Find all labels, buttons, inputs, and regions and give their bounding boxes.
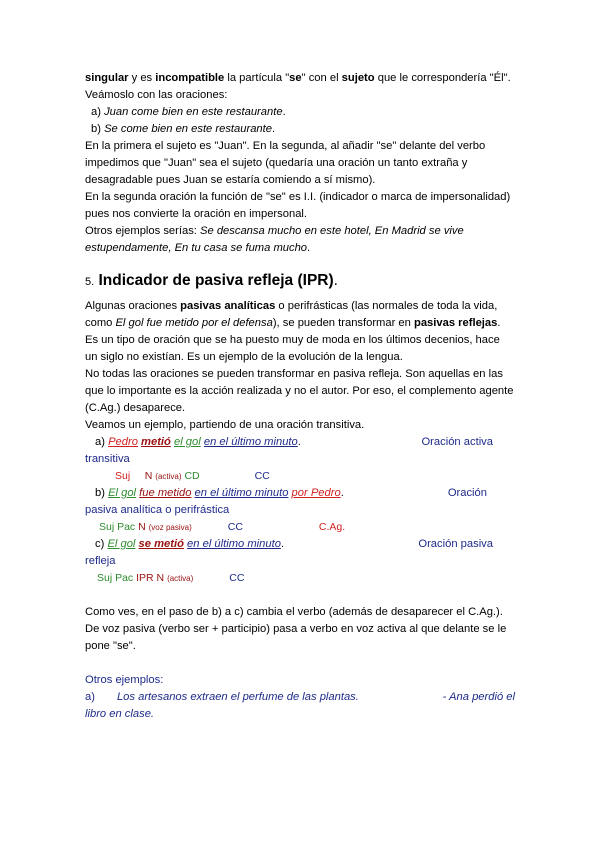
object-word: el gol	[173, 436, 201, 448]
text: . Es un tipo de oración que se ha puesto muy de moda en los últimos decenios, hace un siglo no existían. Es un ejemplo de la evolución de la lengua.	[85, 317, 501, 363]
bold-text: pasivas analíticas	[180, 300, 276, 312]
bold-text: incompatible	[155, 72, 225, 84]
subject-word: Pedro	[108, 436, 138, 448]
tags-b	[85, 519, 515, 536]
cc-word: en el último minuto	[203, 436, 298, 448]
bold-text: singular	[85, 72, 129, 84]
text: .	[297, 436, 301, 448]
paragraph-impersonal: En la segunda oración la función de "se" es I.I. (indicador o marca de impersonalidad) pues nos convierte la oración en impersonal.	[85, 191, 511, 220]
section-title: Indicador de pasiva refleja (IPR)	[94, 272, 334, 289]
verb-word: metió	[141, 436, 171, 448]
text: " con el	[301, 72, 342, 84]
tag-verb: N	[144, 470, 153, 482]
sentence-c	[85, 536, 515, 587]
sentence-type: Oración activa	[421, 436, 493, 448]
tags-a	[85, 468, 515, 485]
sentence-type: Oración pasiva	[418, 538, 493, 550]
sentence-c-text	[95, 536, 284, 553]
text: Otros ejemplos serías:	[85, 225, 201, 237]
paragraph-explanation: En la primera el sujeto es "Juan". En la segunda, al añadir "se" delante del verbo impedimos que "Juan" sea el sujeto (quedaría una oración un tanto extraña y desagradable pues Juan se estaría comiendo a sí mismo).	[85, 140, 486, 186]
paragraph-incompatible	[85, 70, 515, 87]
tag-agent: C.Ag.	[318, 521, 346, 533]
text: .	[307, 242, 311, 254]
text: y es	[128, 72, 156, 84]
tag-cc: CC	[254, 470, 270, 482]
sentence-type-cont: transitiva	[85, 453, 130, 465]
example-text-2: - Ana perdió el	[442, 691, 515, 703]
bold-text: se	[289, 72, 302, 84]
tag-ipr: IPR	[136, 572, 154, 584]
text: .	[333, 272, 338, 289]
subject-word: El gol	[108, 487, 137, 499]
sentence-type-cont: pasiva analítica o perifrástica	[85, 504, 230, 516]
text: .	[282, 106, 286, 118]
spacer	[85, 655, 515, 672]
text: Algunas oraciones	[85, 300, 181, 312]
tag-verb-note: (voz pasiva)	[148, 523, 192, 532]
sentence-label: a)	[95, 436, 109, 448]
italic-text: Se descansa mucho en este hotel, En Madrid se vive estupendamente, En tu casa se fuma mucho	[85, 225, 464, 254]
example-label: b)	[91, 123, 105, 135]
text: o perifrásticas (las normales de toda la vida, como	[85, 300, 498, 329]
cc-word: en el último minuto	[194, 487, 289, 499]
sentence-label: c)	[95, 538, 108, 550]
sentence-label: b)	[95, 487, 109, 499]
other-examples-row	[85, 689, 515, 706]
example-text: Los artesanos extraen el perfume de las plantas.	[116, 691, 359, 703]
text: que le correspondería "Él".	[374, 72, 511, 84]
tag-cc: CC	[229, 572, 245, 584]
example-b	[85, 121, 515, 138]
tags-c	[85, 570, 515, 587]
italic-text: El gol fue metido por el defensa	[115, 317, 273, 329]
verb-word: se metió	[138, 538, 184, 550]
example-label: a)	[85, 691, 95, 703]
bold-text: sujeto	[341, 72, 375, 84]
example-text: Se come bien en este restaurante	[104, 123, 272, 135]
sentence-type: Oración	[447, 487, 487, 499]
paragraph-intro-examples: Veámoslo con las oraciones:	[85, 89, 228, 101]
paragraph-example-intro: Veamos un ejemplo, partiendo de una oración transitiva.	[85, 419, 365, 431]
text: .	[340, 487, 344, 499]
example-text-2-cont: libro en clase.	[85, 708, 155, 720]
tag-verb: N	[156, 572, 165, 584]
paragraph-transform: No todas las oraciones se pueden transformar en pasiva refleja. Son aquellas en las que lo importante es la acción realizada y no el autor. Por eso, el complemento agente (C.Ag.) desaparece.	[85, 368, 514, 414]
verb-word: fue metido	[139, 487, 192, 499]
spacer	[85, 587, 515, 604]
tag-subject: Suj Pac	[99, 521, 136, 533]
section-heading	[85, 271, 515, 292]
text: .	[280, 538, 285, 550]
subject-word: El gol	[107, 538, 136, 550]
tag-verb-note: (activa)	[167, 574, 194, 583]
bold-text: pasivas reflejas	[414, 317, 498, 329]
paragraph-conclusion: Como ves, en el paso de b) a c) cambia el verbo (además de desaparecer el C.Ag.). De voz pasiva (verbo ser + participio) pasa a verbo en voz activa al que delante se le pone "se".	[85, 606, 507, 652]
section-number: 5.	[85, 276, 95, 288]
text: .	[271, 123, 276, 135]
sentence-a-text	[95, 434, 301, 451]
tag-subject: Suj	[115, 470, 131, 482]
tag-verb: N	[138, 521, 146, 533]
cc-word: en el último minuto	[187, 538, 281, 550]
sentence-a	[85, 434, 515, 485]
sentence-b	[85, 485, 515, 536]
text: la partícula "	[224, 72, 290, 84]
tag-object: CD	[184, 470, 200, 482]
agent-word: por Pedro	[291, 487, 341, 499]
tag-cc: CC	[227, 521, 243, 533]
document-page	[85, 70, 515, 723]
paragraph-pasivas	[85, 298, 515, 366]
tag-subject: Suj Pac	[97, 572, 134, 584]
paragraph-other-examples	[85, 223, 515, 257]
text: ), se pueden transformar en	[272, 317, 414, 329]
tag-verb-note: (activa)	[155, 472, 182, 481]
example-text: Juan come bien en este restaurante	[104, 106, 283, 118]
other-examples-title: Otros ejemplos:	[85, 674, 164, 686]
sentence-b-text	[95, 485, 344, 502]
example-a	[85, 104, 515, 121]
example-label: a)	[91, 106, 105, 118]
other-examples-line	[85, 689, 359, 706]
sentence-type-cont: refleja	[85, 555, 116, 567]
